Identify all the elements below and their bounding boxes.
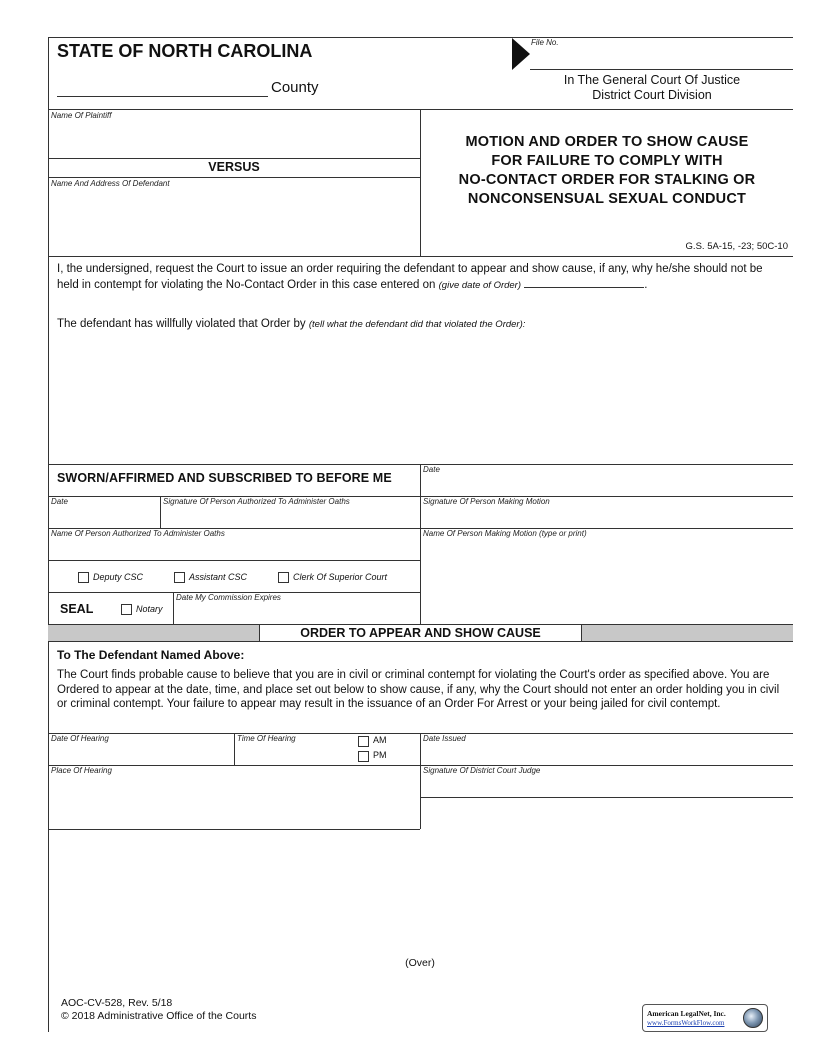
sworn-line-4 — [48, 560, 420, 561]
order-heading: ORDER TO APPEAR AND SHOW CAUSE — [259, 624, 582, 642]
county-label: County — [271, 79, 319, 96]
sig-authorized-field[interactable] — [163, 509, 417, 526]
sig-motion-label: Signature Of Person Making Motion — [423, 497, 550, 506]
clerk-superior-checkbox[interactable] — [278, 572, 289, 583]
title-line-2: FOR FAILURE TO COMPLY WITH — [491, 153, 723, 169]
place-hearing-input[interactable] — [52, 778, 416, 826]
right-date-input[interactable] — [424, 477, 790, 493]
sworn-date-input[interactable] — [52, 509, 156, 525]
versus-top-line — [48, 158, 420, 159]
plaintiff-label: Name Of Plaintiff — [51, 111, 112, 120]
place-bottom-line — [48, 829, 420, 830]
sig-judge-field[interactable] — [424, 778, 790, 796]
sworn-heading: SWORN/AFFIRMED AND SUBSCRIBED TO BEFORE ME — [57, 471, 392, 485]
violation-line — [57, 317, 785, 333]
date-issued-label: Date Issued — [423, 734, 466, 743]
county-input[interactable] — [57, 80, 267, 96]
sworn-date-label: Date — [51, 497, 68, 506]
notary-checkbox[interactable] — [121, 604, 132, 615]
sig-judge-label: Signature Of District Court Judge — [423, 766, 541, 775]
parties-bottom-line — [48, 256, 793, 257]
file-no-underline — [530, 69, 793, 70]
seal-divider — [173, 592, 174, 624]
am-label: AM — [373, 735, 387, 745]
date-issued-input[interactable] — [424, 746, 790, 762]
defendant-input[interactable] — [52, 192, 416, 254]
legalnet-logo — [642, 1004, 768, 1032]
time-hearing-label: Time Of Hearing — [237, 734, 296, 743]
violation-description-input[interactable] — [57, 335, 785, 460]
seal-label: SEAL — [60, 602, 94, 616]
violation-text: The defendant has willfully violated that Order by — [57, 318, 306, 330]
sig-judge-bottom-line — [420, 797, 793, 798]
hearing-middle-border — [420, 733, 421, 829]
defendant-label: Name And Address Of Defendant — [51, 179, 170, 188]
date-sig-divider — [160, 496, 161, 528]
court-line-1: In The General Court Of Justice — [563, 73, 741, 87]
date-hearing-input[interactable] — [52, 746, 230, 762]
title-line-4: NONCONSENSUAL SEXUAL CONDUCT — [467, 191, 747, 207]
over-label: (Over) — [405, 957, 435, 969]
deputy-csc-checkbox[interactable] — [78, 572, 89, 583]
am-checkbox[interactable] — [358, 736, 369, 747]
assistant-csc-checkbox[interactable] — [174, 572, 185, 583]
form-title — [421, 133, 793, 209]
name-authorized-label: Name Of Person Authorized To Administer Oaths — [51, 529, 225, 538]
notary-label: Notary — [136, 604, 163, 614]
name-motion-input[interactable] — [424, 541, 790, 557]
copyright: © 2018 Administrative Office of the Courts — [61, 1010, 257, 1022]
motion-request-text: I, the undersigned, request the Court to issue an order requiring the defendant to appear and show cause, if any, why he/she should not be held in contempt for violating the No-Contact Order in this case entered on (give date of Order) . — [57, 263, 763, 291]
globe-icon — [743, 1008, 763, 1028]
order-body: The Court finds probable cause to believe that you are in civil or criminal contempt for violating the Court's order as specified above. You are Ordered to appear at the date, time, and place set out below to show cause, if any, why the Court should not enter an order holding you in civil or criminal contempt. Your failure to appear may result in the issuance of an Order For Arrest or your being jailed for civil contempt. — [57, 669, 780, 710]
file-no-arrow-icon — [512, 38, 530, 70]
violation-hint: (tell what the defendant did that violated the Order): — [308, 319, 526, 330]
file-no-input[interactable] — [545, 50, 785, 66]
state-heading: STATE OF NORTH CAROLINA — [57, 41, 313, 61]
deputy-csc-label: Deputy CSC — [93, 572, 144, 582]
hearing-line-2 — [48, 765, 793, 766]
sig-motion-field[interactable] — [424, 509, 790, 526]
pm-label: PM — [373, 750, 387, 760]
form-number: AOC-CV-528, Rev. 5/18 — [61, 997, 173, 1009]
title-line-3: NO-CONTACT ORDER FOR STALKING OR — [458, 172, 756, 188]
right-date-label: Date — [423, 465, 440, 474]
logo-line-1: American LegalNet, Inc. — [647, 1009, 726, 1018]
time-hearing-input[interactable] — [238, 746, 353, 762]
name-authorized-input[interactable] — [52, 541, 416, 557]
request-text: I, the undersigned, request the Court to issue an order requiring the defendant to appear and show cause, if any, why he/she should not be held in contempt for violating the No-Contact Order in this case entered on — [57, 263, 763, 291]
date-hint: (give date of Order) — [438, 279, 522, 291]
county-underline — [57, 96, 268, 97]
place-hearing-label: Place Of Hearing — [51, 766, 112, 775]
top-border — [48, 37, 793, 38]
commission-input[interactable] — [177, 605, 416, 621]
date-hearing-label: Date Of Hearing — [51, 734, 109, 743]
name-motion-label: Name Of Person Making Motion (type or print) — [423, 529, 587, 538]
title-line-1: MOTION AND ORDER TO SHOW CAUSE — [465, 134, 749, 150]
plaintiff-input[interactable] — [52, 124, 416, 154]
versus-bottom-line — [48, 177, 420, 178]
left-border — [48, 37, 49, 1032]
clerk-superior-label: Clerk Of Superior Court — [293, 572, 388, 582]
to-defendant-heading: To The Defendant Named Above: — [57, 648, 245, 662]
court-line-2: District Court Division — [592, 88, 712, 102]
commission-label: Date My Commission Expires — [176, 593, 281, 602]
order-date-field[interactable] — [524, 277, 644, 288]
statute-reference: G.S. 5A-15, -23; 50C-10 — [685, 241, 788, 252]
sig-authorized-label: Signature Of Person Authorized To Administer Oaths — [163, 497, 350, 506]
file-no-label: File No. — [531, 38, 559, 47]
logo-line-2: www.FormsWorkFlow.com — [647, 1019, 725, 1027]
pm-checkbox[interactable] — [358, 751, 369, 762]
sworn-middle-border — [420, 464, 421, 624]
versus-label: VERSUS — [208, 160, 260, 174]
assistant-csc-label: Assistant CSC — [189, 572, 248, 582]
date-time-divider — [234, 733, 235, 765]
